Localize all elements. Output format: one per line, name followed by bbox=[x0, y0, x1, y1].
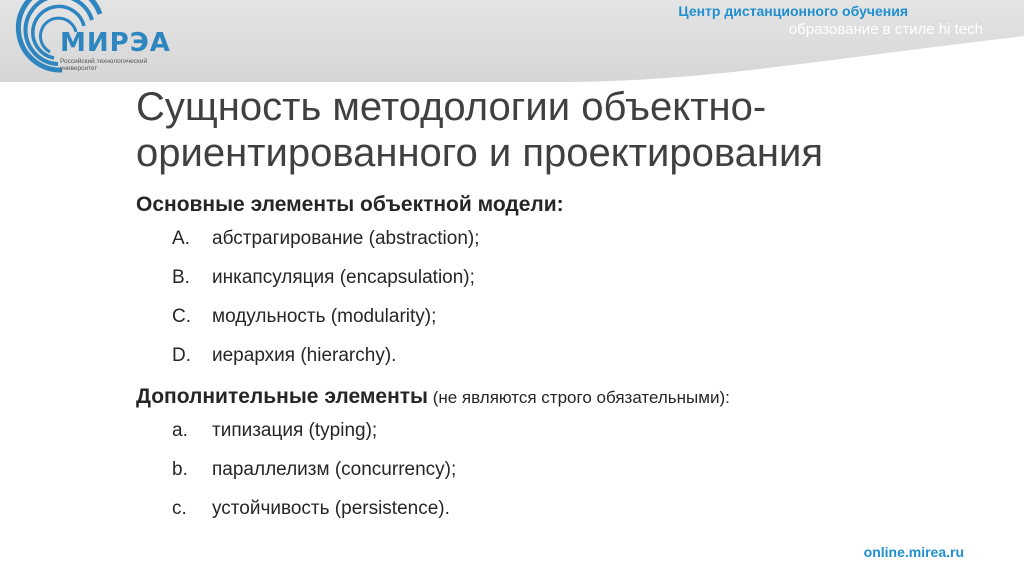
list-marker: c. bbox=[172, 498, 187, 519]
list-marker: C. bbox=[172, 306, 191, 327]
list-marker: D. bbox=[172, 345, 191, 366]
list-item bbox=[172, 226, 996, 265]
list-item-text: типизация (typing); bbox=[212, 420, 378, 441]
list-marker: b. bbox=[172, 459, 188, 480]
list-item bbox=[172, 304, 996, 343]
slide-title: Сущность методологии объектно-ориентированного и проектирования bbox=[136, 85, 823, 175]
list-marker: a. bbox=[172, 420, 188, 441]
list-marker: B. bbox=[172, 267, 190, 288]
center-name: Центр дистанционного обучения bbox=[678, 3, 908, 19]
list-item-text: иерархия (hierarchy). bbox=[212, 345, 397, 366]
center-tagline: образование в стиле hi tech bbox=[788, 21, 983, 38]
list-item-text: параллелизм (concurrency); bbox=[212, 459, 457, 480]
list-item-text: устойчивость (persistence). bbox=[212, 498, 450, 519]
list-item bbox=[172, 418, 996, 457]
list-item-text: инкапсуляция (encapsulation); bbox=[212, 267, 475, 288]
list-marker: A. bbox=[172, 228, 190, 249]
extra-section-heading-text: Дополнительные элементы bbox=[136, 385, 428, 408]
footer-link[interactable]: online.mirea.ru bbox=[863, 544, 964, 560]
list-item bbox=[172, 457, 996, 496]
list-item bbox=[172, 343, 996, 382]
logo-text: МИРЭА bbox=[60, 28, 171, 58]
logo-subtext: Российский технологический университет bbox=[60, 58, 148, 72]
main-section-heading-text: Основные элементы объектной модели: bbox=[136, 193, 564, 216]
slide-content bbox=[136, 190, 996, 535]
main-section-heading bbox=[136, 190, 996, 226]
list-item-text: модульность (modularity); bbox=[212, 306, 437, 327]
list-item bbox=[172, 265, 996, 304]
list-item-text: абстрагирование (abstraction); bbox=[212, 228, 480, 249]
extra-section-note: (не являются строго обязательными): bbox=[427, 388, 730, 407]
list-item bbox=[172, 496, 996, 535]
extra-section-heading bbox=[136, 382, 996, 418]
mirea-logo bbox=[0, 0, 200, 84]
